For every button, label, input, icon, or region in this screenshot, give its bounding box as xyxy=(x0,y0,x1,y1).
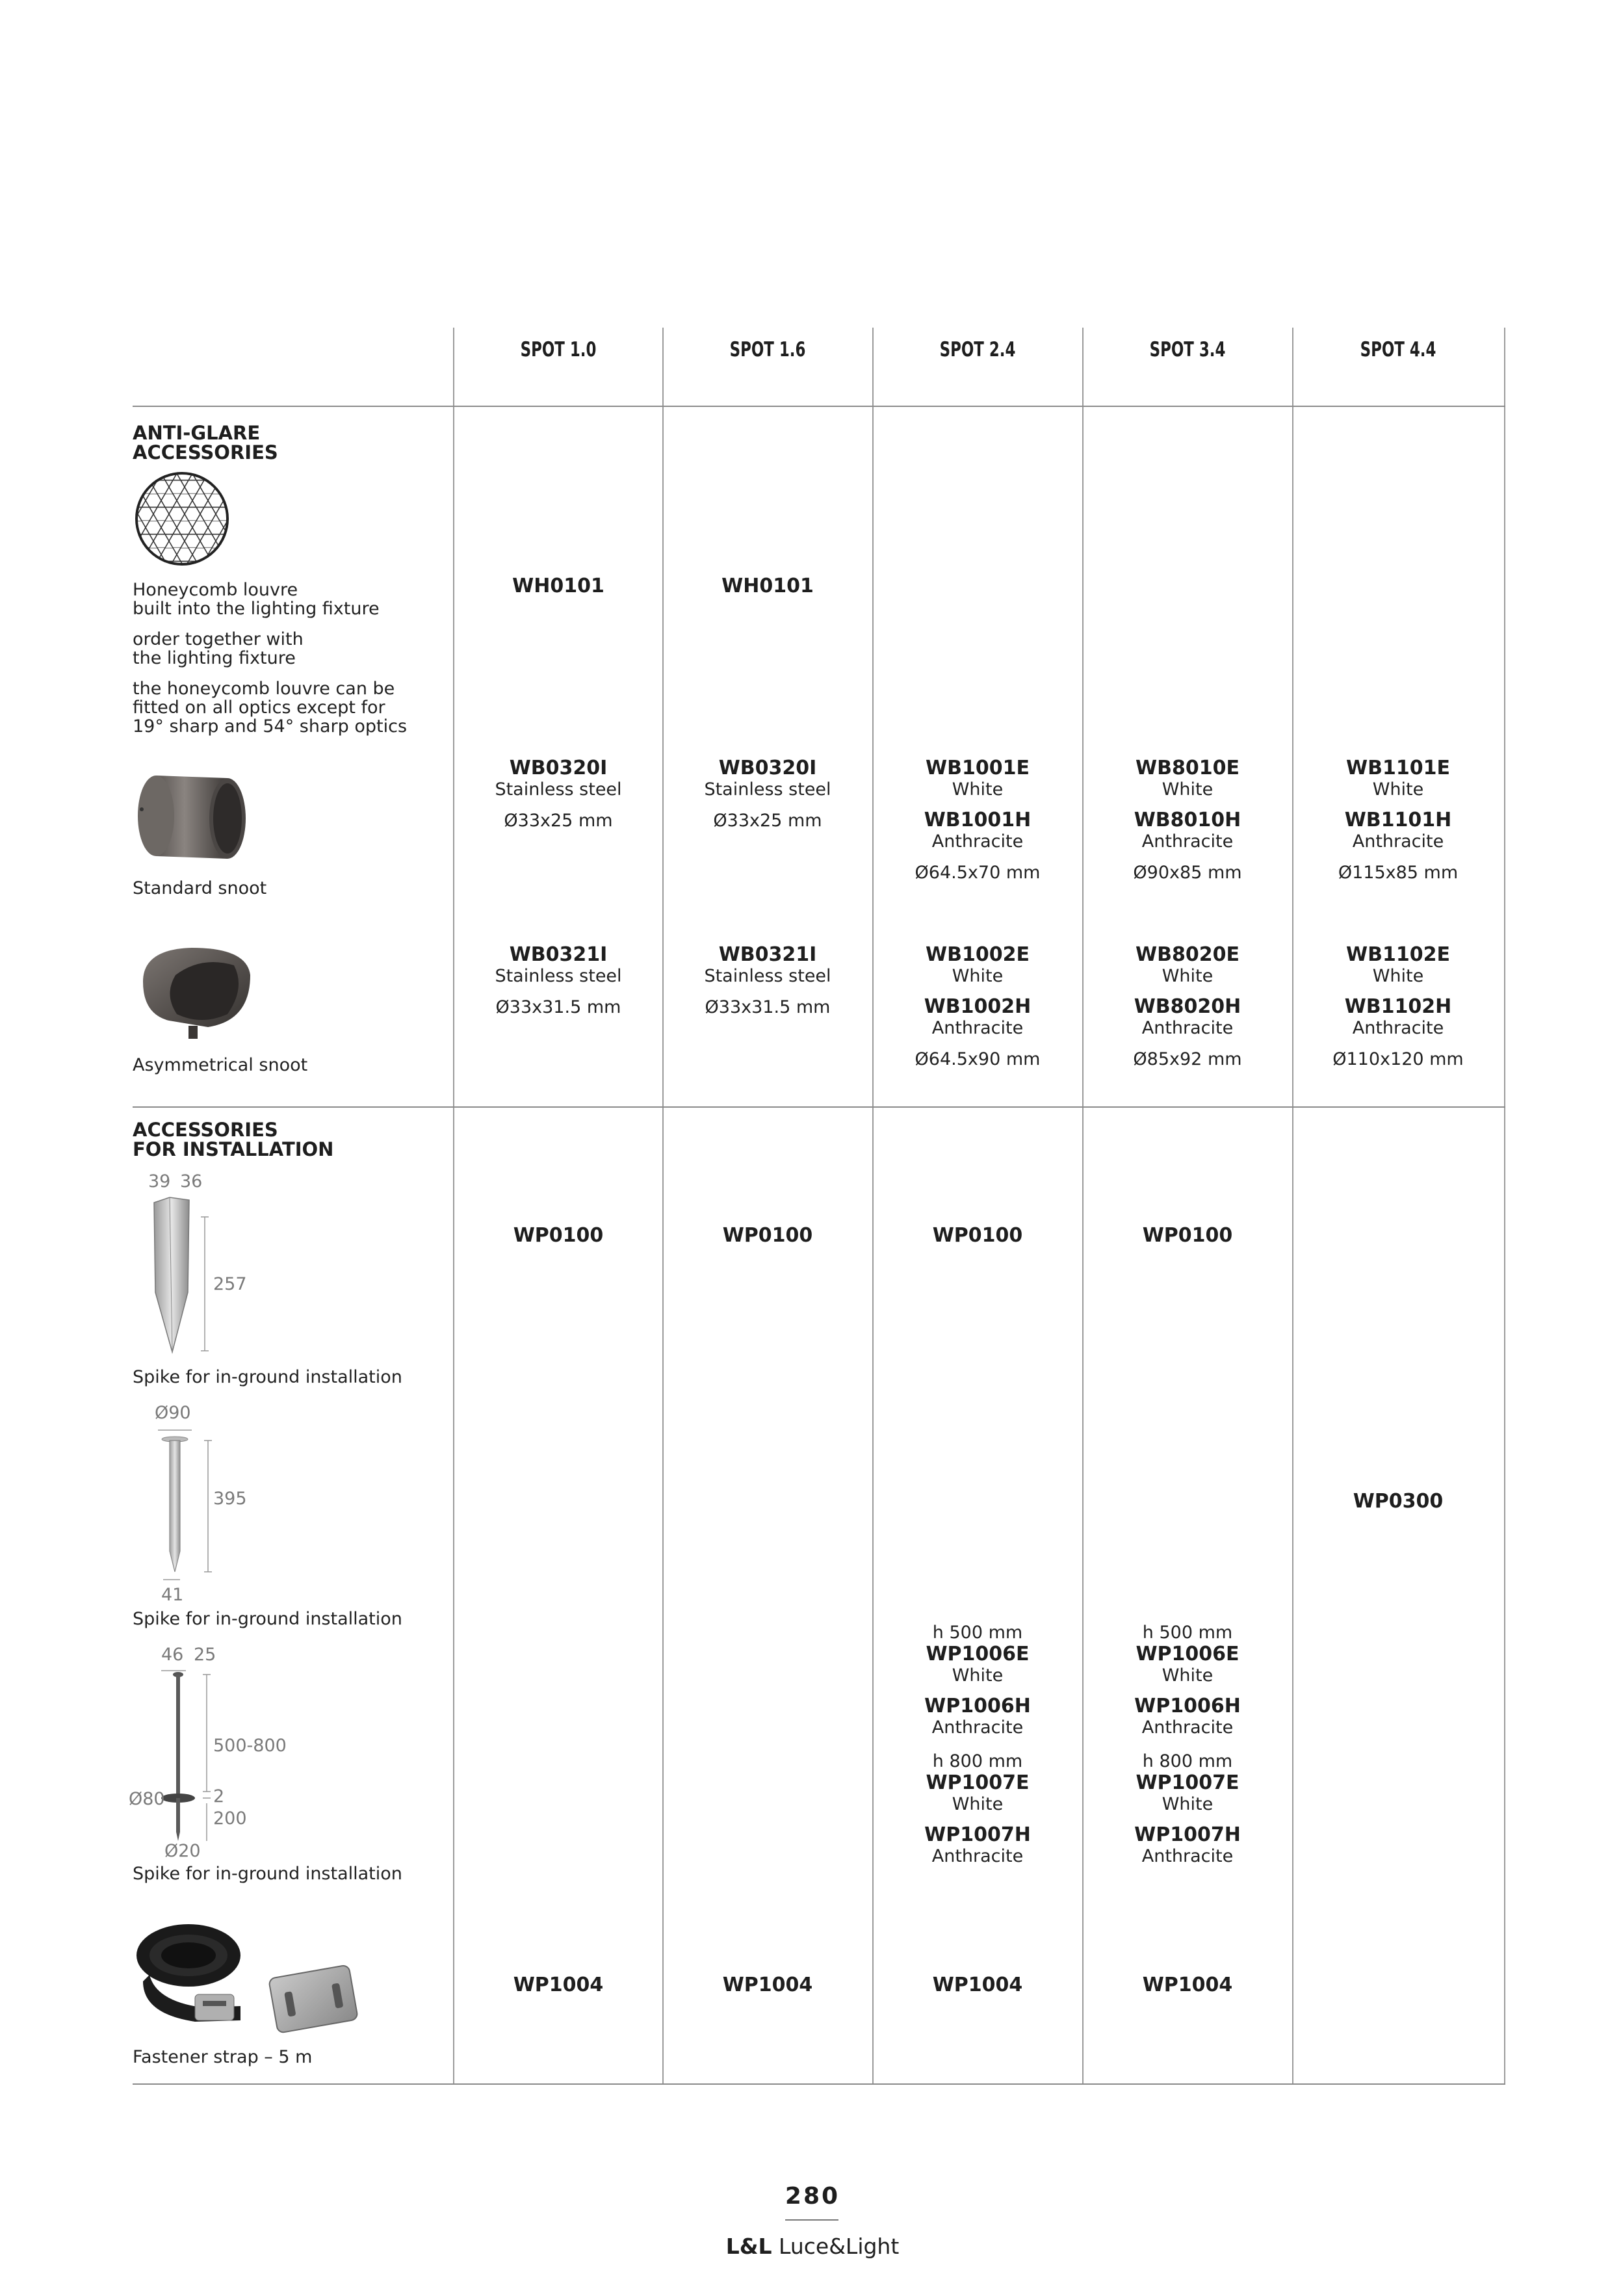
strap-spot-3-4: WP1004 xyxy=(1142,1974,1233,1996)
column-header-spot-2-4: SPOT 2.4 xyxy=(939,338,1016,361)
grid-bottom-rule xyxy=(133,2083,1505,2085)
page-number: 280 xyxy=(785,2183,840,2210)
spike1-dim-h: 257 xyxy=(213,1274,247,1294)
spike1-spot-3-4: WP0100 xyxy=(1142,1224,1233,1247)
section-title-anti-glare: ANTI-GLARE ACCESSORIES xyxy=(133,422,278,463)
strap-spot-1-0: WP1004 xyxy=(513,1974,604,1996)
spike3-dim-t: 2 xyxy=(213,1786,225,1807)
spike3-dim-a: 46 xyxy=(161,1645,184,1665)
honeycomb-description: Honeycomb louvre built into the lighting fixture order together with the lighting fixture the honeycomb louvre can be fitted on all optics except for 19° sharp and 54° sharp optics xyxy=(133,580,408,737)
spike1-dim-a: 39 xyxy=(148,1171,171,1192)
honeycomb-louvre-image xyxy=(130,467,234,571)
standard-snoot-spot-1-0: WB0320I Stainless steel Ø33x25 mm xyxy=(495,757,622,831)
standard-snoot-label: Standard snoot xyxy=(133,878,267,898)
spike1-spot-2-4: WP0100 xyxy=(932,1224,1023,1247)
grid-header-rule xyxy=(133,406,1505,407)
asym-snoot-spot-4-4: WB1102E White WB1102H Anthracite Ø110x120 mm xyxy=(1332,943,1464,1069)
spike2-label: Spike for in-ground installation xyxy=(133,1609,402,1629)
grid-col-line-5 xyxy=(1292,328,1293,2085)
honeycomb-spot-1-0: WH0101 xyxy=(512,575,604,597)
spike2-dim-top: Ø90 xyxy=(155,1403,191,1423)
spike1-spot-1-0: WP0100 xyxy=(513,1224,604,1247)
column-header-spot-1-0: SPOT 1.0 xyxy=(520,338,597,361)
grid-col-line-6 xyxy=(1504,328,1505,2085)
spike3-spot-3-4: h 500 mm WP1006E White WP1006H Anthracite h 800 mm WP1007E White WP1007H Anthracite xyxy=(1134,1623,1241,1866)
strap-spot-2-4: WP1004 xyxy=(932,1974,1023,1996)
asym-snoot-spot-3-4: WB8020E White WB8020H Anthracite Ø85x92 mm xyxy=(1133,943,1242,1069)
column-header-spot-4-4: SPOT 4.4 xyxy=(1360,338,1436,361)
spike1-label: Spike for in-ground installation xyxy=(133,1367,402,1387)
spike2-spot-4-4: WP0300 xyxy=(1353,1490,1444,1513)
column-header-spot-1-6: SPOT 1.6 xyxy=(729,338,806,361)
spike1-spot-1-6: WP0100 xyxy=(722,1224,813,1247)
spike1-dim-b: 36 xyxy=(180,1171,203,1192)
spike3-image xyxy=(156,1668,214,1844)
fastener-strap-image xyxy=(130,1910,364,2040)
standard-snoot-image xyxy=(130,769,253,867)
column-header-spot-3-4: SPOT 3.4 xyxy=(1149,338,1226,361)
asym-snoot-spot-1-6: WB0321I Stainless steel Ø33x31.5 mm xyxy=(704,943,831,1017)
spike3-dim-h: 500-800 xyxy=(213,1736,287,1756)
spike3-spot-2-4: h 500 mm WP1006E White WP1006H Anthracite h 800 mm WP1007E White WP1007H Anthracite xyxy=(924,1623,1031,1866)
spike1-image xyxy=(146,1195,218,1355)
standard-snoot-spot-1-6: WB0320I Stainless steel Ø33x25 mm xyxy=(704,757,831,831)
fastener-strap-label: Fastener strap – 5 m xyxy=(133,2047,313,2067)
footer-divider xyxy=(785,2219,838,2221)
honeycomb-spot-1-6: WH0101 xyxy=(721,575,814,597)
strap-spot-1-6: WP1004 xyxy=(722,1974,813,1996)
standard-snoot-spot-2-4: WB1001E White WB1001H Anthracite Ø64.5x70 mm xyxy=(915,757,1041,883)
spike3-dim-disc: Ø80 xyxy=(129,1789,165,1809)
asymmetrical-snoot-label: Asymmetrical snoot xyxy=(133,1055,308,1075)
asymmetrical-snoot-image xyxy=(130,943,253,1047)
spike3-label: Spike for in-ground installation xyxy=(133,1864,402,1884)
grid-section-rule xyxy=(133,1106,1505,1108)
brand-name: L&L Luce&Light xyxy=(725,2234,900,2259)
spike2-dim-bottom: 41 xyxy=(161,1585,184,1605)
asym-snoot-spot-2-4: WB1002E White WB1002H Anthracite Ø64.5x90 mm xyxy=(915,943,1041,1069)
spike3-dim-h2: 200 xyxy=(213,1808,247,1829)
asym-snoot-spot-1-0: WB0321I Stainless steel Ø33x31.5 mm xyxy=(495,943,622,1017)
standard-snoot-spot-4-4: WB1101E White WB1101H Anthracite Ø115x85 mm xyxy=(1338,757,1459,883)
standard-snoot-spot-3-4: WB8010E White WB8010H Anthracite Ø90x85 mm xyxy=(1133,757,1242,883)
spike3-dim-bottom: Ø20 xyxy=(164,1841,201,1861)
spike2-image xyxy=(146,1428,218,1585)
spike2-dim-h: 395 xyxy=(213,1489,247,1509)
section-title-installation: ACCESSORIES FOR INSTALLATION xyxy=(133,1119,334,1160)
spike3-dim-b: 25 xyxy=(194,1645,216,1665)
